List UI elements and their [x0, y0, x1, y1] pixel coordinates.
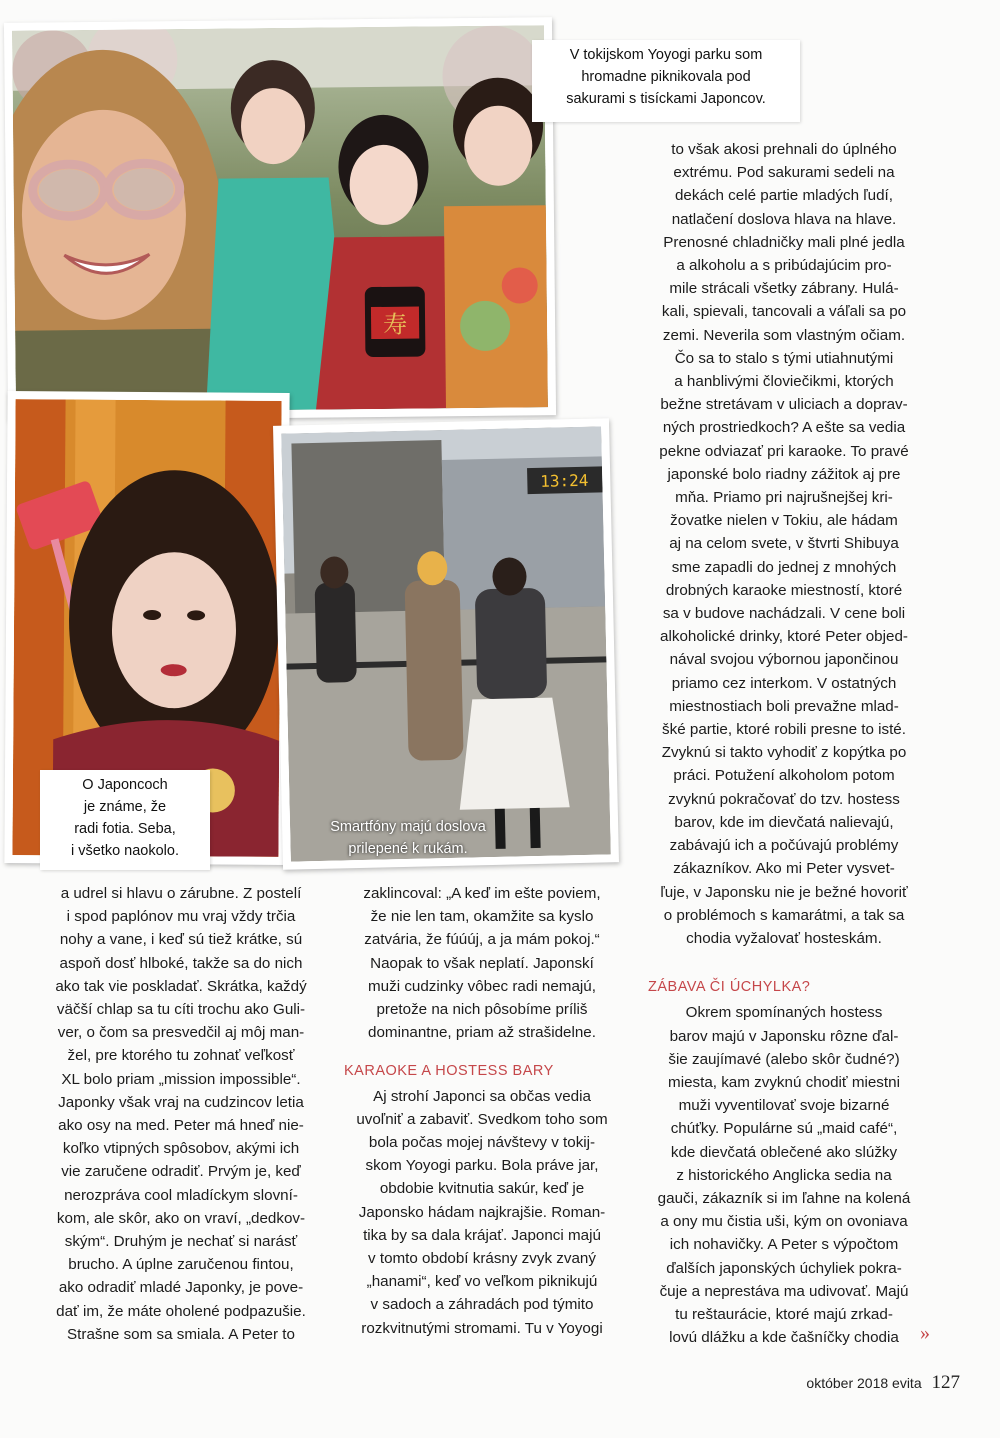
text-line: šké partie, ktoré robili presne to isté.	[662, 721, 906, 739]
text-line: mňa. Priamo pri najrušnejšej kri-	[675, 489, 893, 507]
yoyogi-park-photo	[4, 17, 556, 421]
text-line: ich nohavičky. A Peter s výpočtom	[669, 1236, 899, 1254]
shibuya-street-photo	[273, 418, 619, 870]
text-line: v sadoch a záhradách pod týmito	[370, 1296, 594, 1314]
continue-mark: »	[920, 1322, 930, 1344]
text-line: i spod paplónov mu vraj vždy trčia	[66, 908, 296, 926]
caption-line: prilepené k rukám.	[348, 841, 468, 857]
caption-line: je známe, že	[83, 799, 167, 815]
text-line: že nie len tam, okamžite sa kyslo	[370, 908, 594, 926]
right-column-body-2	[634, 1001, 934, 1349]
text-line: mile strácali všetky zábrany. Hulá-	[669, 280, 899, 298]
text-line: väčší chlap sa tu cíti trochu ako Guli-	[56, 1001, 306, 1019]
section-heading-zabava: ZÁBAVA ČI ÚCHYLKA?	[648, 979, 811, 996]
text-line: a alkoholu a s pribúdajúcim pro-	[676, 257, 892, 275]
text-line: nerozpráva cool mladíckym slovní-	[64, 1186, 298, 1204]
page-footer	[806, 1372, 960, 1394]
text-line: Japonsko hádam najkrajšie. Roman-	[358, 1203, 606, 1221]
text-line: barov majú v Japonsku rôzne ďal-	[669, 1027, 899, 1045]
yoyogi-park-illustration	[12, 25, 548, 413]
text-line: skom Yoyogi parku. Bola práve jar,	[365, 1157, 599, 1175]
text-line: obdobie kvitnutia sakúr, keď je	[379, 1180, 585, 1198]
right-column	[634, 138, 934, 1349]
text-line: Prenosné chladničky mali plné jedla	[663, 233, 905, 251]
section-heading-karaoke: KARAOKE A HOSTESS BARY	[344, 1063, 554, 1080]
shibuya-street-image	[281, 426, 611, 861]
text-line: ver, o čom sa presvedčil aj môj man-	[57, 1024, 305, 1042]
right-column-body	[634, 138, 934, 950]
text-line: vie zaručene odradiť. Prvým je, keď	[61, 1163, 301, 1181]
text-line: bežne stretávam v uliciach a doprav-	[660, 396, 908, 414]
text-line: „hanami“, keď vo veľkom piknikujú	[366, 1273, 598, 1291]
text-line: z historického Anglicka sedia na	[676, 1166, 892, 1184]
text-line: zatvária, že fúúúj, a ja mám pokoj.“	[364, 931, 600, 949]
text-line: zaklincoval: „A keď im ešte poviem,	[363, 885, 601, 902]
text-line: muži cudzinky vôbec radi nemajú,	[368, 977, 596, 995]
text-line: sa v budove nachádzali. V cene boli	[662, 605, 906, 623]
text-line: barov, kde im dievčatá nalievajú,	[674, 813, 894, 831]
text-line: aspoň dosť hlboké, takže sa do nich	[59, 954, 303, 972]
text-line: pekne odviazať pri karaoke. To pravé	[659, 442, 909, 460]
caption-line: sakurami s tisíckami Japoncov.	[566, 91, 766, 107]
text-line: ským“. Druhým je nechať si narásť	[64, 1233, 298, 1251]
text-line: dať im, že máte oholené podpazušie.	[56, 1302, 306, 1320]
text-line: ako odradiť mladé Japonky, je pove-	[58, 1279, 304, 1297]
text-line: zákazníkov. Ako mi Peter vysvet-	[673, 860, 895, 878]
text-line: kom, ale skôr, ako on vraví, „dedkov-	[56, 1209, 306, 1227]
text-line: drobných karaoke miestností, ktoré	[665, 581, 903, 599]
text-line: dominantne, priam až strašidelne.	[368, 1024, 596, 1042]
text-line: lovú dlážku a kde čašníčky chodia	[669, 1329, 899, 1347]
text-line: Japonky však vraj na cudzincov letia	[58, 1093, 304, 1111]
text-line: pretože na nich pôsobíme príliš	[376, 1001, 588, 1019]
text-line: čuje a neprestáva ma udivovať. Majú	[659, 1282, 909, 1300]
text-line: uvoľniť a zabaviť. Svedkom toho som	[356, 1110, 608, 1128]
text-line: natlačení doslova hlava na hlave.	[671, 210, 897, 228]
text-line: žel, pre ktorého tu zohnať veľkosť	[67, 1047, 295, 1065]
text-line: muži vyventilovať svoje bizarné	[678, 1097, 890, 1115]
text-line: o problémoch s kamarátmi, a tak sa	[663, 906, 905, 924]
text-line: ných prostriedkoch? A ešte sa vedia	[662, 419, 906, 437]
text-line: ďalších japonských úchyliek pokra-	[666, 1259, 902, 1277]
text-line: žovatke nielen v Tokiu, ale hádam	[670, 512, 898, 530]
text-line: a ony mu čistia uši, kým on ovoniava	[660, 1213, 908, 1231]
text-line: brucho. A úplne zaručenou fintou,	[68, 1256, 294, 1274]
text-line: tika by sa dala krájať. Japonci majú	[363, 1226, 601, 1244]
middle-column-body-2	[334, 1085, 630, 1340]
text-line: a hanblivými človiečikmi, ktorých	[674, 373, 894, 391]
text-line: nohy a vane, i keď sú tiež krátke, sú	[59, 931, 303, 949]
text-line: kde dievčatá oblečené ako slúžky	[670, 1143, 898, 1161]
text-line: nával svojou výbornou japončinou	[669, 651, 899, 669]
text-line: práci. Potužení alkoholom potom	[673, 767, 895, 785]
text-line: aj na celom svete, v štvrti Shibuya	[669, 535, 899, 553]
text-line: chúťky. Populárne sú „maid café“,	[670, 1120, 898, 1138]
yoyogi-park-image	[12, 25, 548, 413]
caption-line: i všetko naokolo.	[70, 843, 179, 859]
text-line: to však akosi prehnali do úplného	[671, 141, 897, 158]
text-line: koľko vtipných spôsobov, akými ich	[62, 1140, 300, 1158]
text-line: gauči, zákazník si im ľahne na kolená	[657, 1189, 911, 1207]
footer-issue: október 2018 evita	[806, 1375, 922, 1391]
text-line: zabávajú ich a počúvajú problémy	[669, 837, 899, 855]
middle-column	[334, 882, 630, 1340]
left-column	[36, 882, 326, 1346]
page-number: 127	[931, 1372, 960, 1393]
text-line: chodia vyžalovať hosteskám.	[686, 929, 882, 947]
text-line: miesta, kam zvyknú chodiť miestni	[668, 1073, 900, 1091]
text-line: ako osy na med. Peter má hneď nie-	[58, 1117, 304, 1135]
caption-line: Smartfóny majú doslova	[330, 819, 486, 835]
street-photo-caption	[298, 812, 518, 870]
text-line: priamo cez interkom. V ostatných	[671, 674, 897, 692]
text-line: zemi. Neverila som vlastným očiam.	[662, 326, 906, 344]
text-line: kali, spievali, tancovali a váľali sa po	[661, 303, 907, 321]
text-line: Čo sa to stalo s tými utiahnutými	[674, 349, 894, 367]
text-line: v tomto období krásny zvyk zvaný	[368, 1250, 596, 1268]
selfie-photo-caption	[40, 770, 210, 870]
text-line: dekách celé partie mladých ľudí,	[674, 187, 894, 205]
caption-line: O Japoncoch	[82, 777, 168, 793]
street-clock-sign: 13:24	[540, 470, 589, 491]
shibuya-street-illustration	[281, 426, 611, 861]
left-column-body	[36, 882, 326, 1346]
text-line: šie zaujímavé (alebo skôr čudné?)	[668, 1050, 900, 1068]
text-line: bola počas mojej návštevy v tokij-	[368, 1134, 596, 1152]
text-line: alkoholické drinky, ktoré Peter objed-	[660, 628, 908, 646]
text-line: japonské bolo riadny zážitok aj pre	[667, 465, 901, 483]
text-line: zvyknú pokračovať do tzv. hostess	[668, 790, 900, 808]
text-line: Strašne som sa smiala. A Peter to	[67, 1325, 295, 1343]
top-photo-caption	[532, 40, 800, 122]
text-line: Okrem spomínaných hostess	[685, 1004, 883, 1022]
text-line: ako tak vie poskladať. Skrátka, každý	[55, 977, 307, 995]
text-line: tu reštaurácie, ktoré majú zrkad-	[675, 1305, 893, 1323]
text-line: extrému. Pod sakurami sedeli na	[673, 164, 895, 182]
caption-line: radi fotia. Seba,	[74, 821, 176, 837]
text-line: rozkvitnutými stromami. Tu v Yoyogi	[361, 1319, 603, 1337]
text-line: a udrel si hlavu o zárubne. Z postelí	[60, 885, 302, 902]
text-line: XL bolo priam „mission impossible“.	[61, 1070, 301, 1088]
text-line: Aj strohí Japonci sa občas vedia	[373, 1087, 591, 1105]
kimono-kanji-sign: 寿	[382, 310, 408, 339]
text-line: Naopak to však neplatí. Japonskí	[370, 954, 594, 972]
middle-column-body	[334, 882, 630, 1044]
text-line: ľuje, v Japonsku nie je bežné hovoriť	[660, 883, 908, 901]
text-line: Zvyknú si takto vyhodiť z kopýtka po	[661, 744, 907, 762]
text-line: sme zapadli do jednej z mnohých	[671, 558, 897, 576]
text-line: miestnostiach boli prevažne mlad-	[669, 697, 899, 715]
caption-line: V tokijskom Yoyogi parku som	[569, 47, 763, 63]
caption-line: hromadne piknikovala pod	[581, 69, 751, 85]
